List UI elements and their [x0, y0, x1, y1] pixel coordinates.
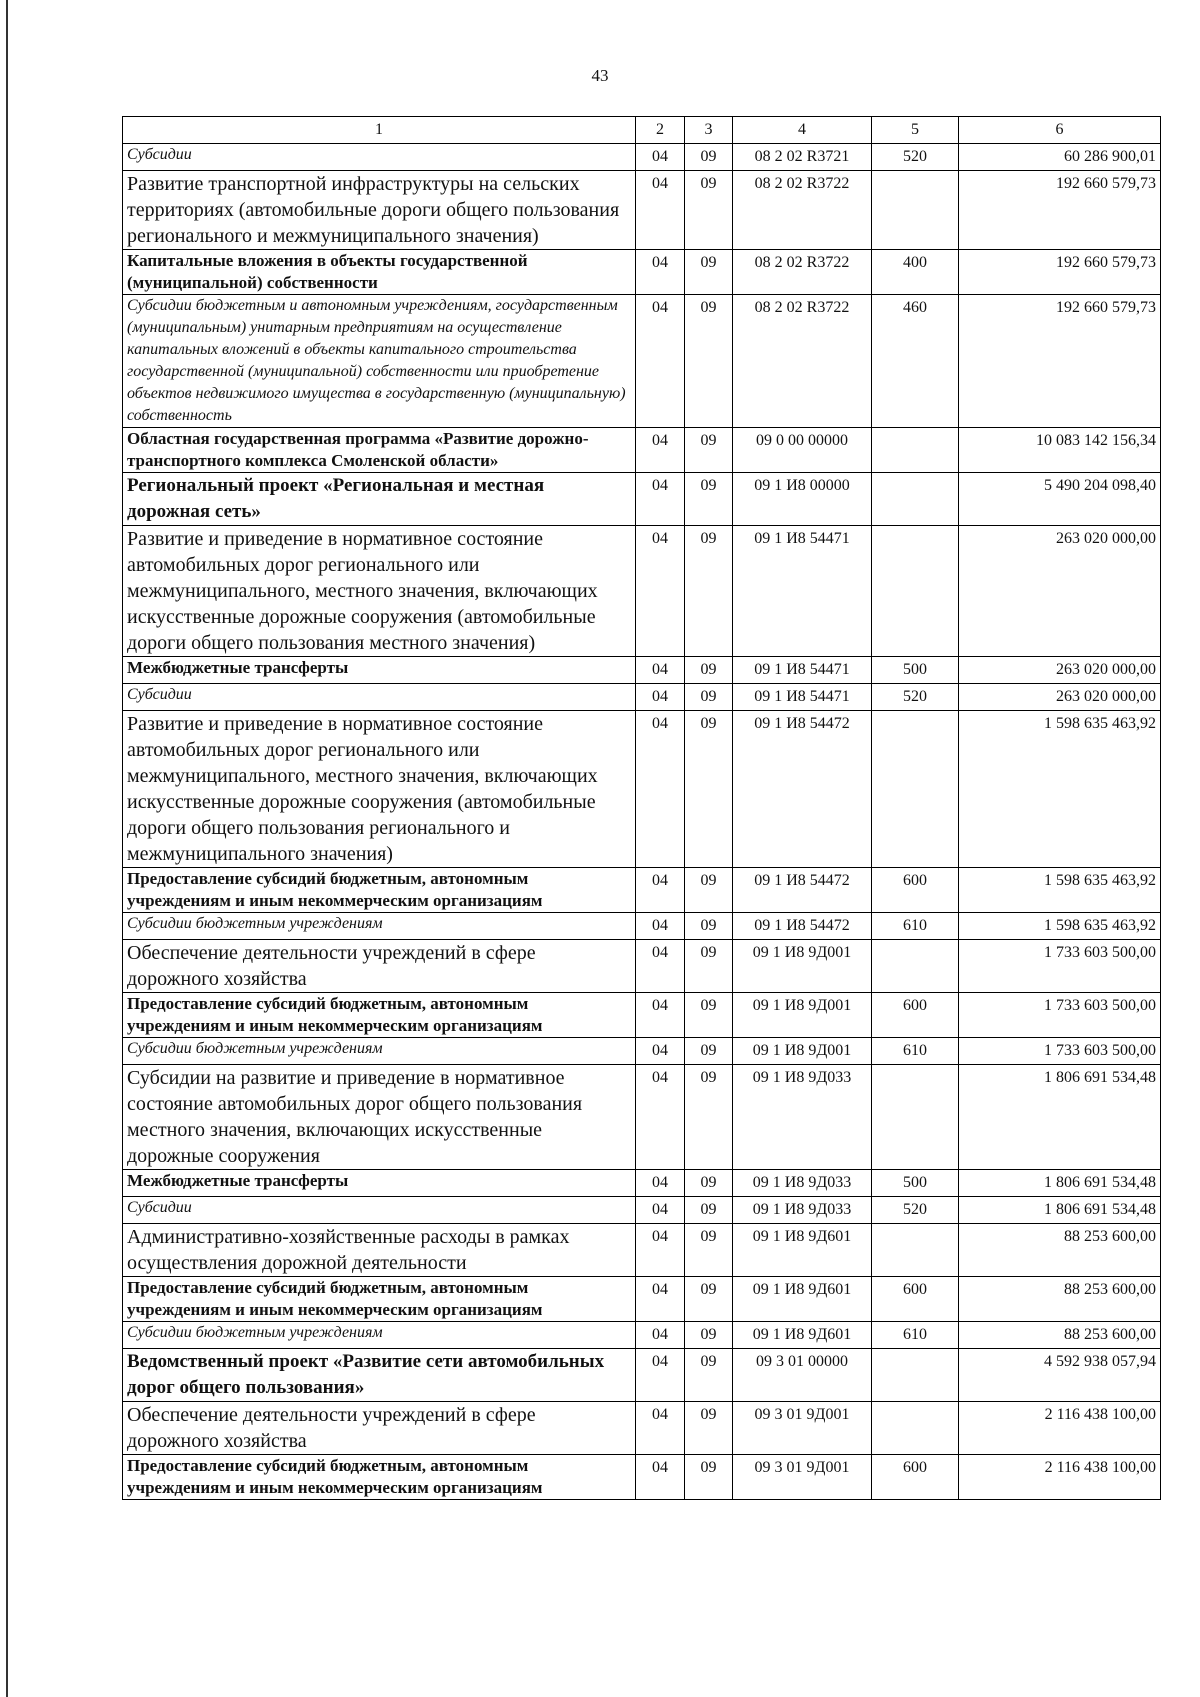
table-row [123, 171, 1161, 250]
row-amount-cell: 1 806 691 534,48 [959, 1065, 1161, 1170]
row-subsection-cell: 09 [685, 144, 733, 171]
table-row [123, 1224, 1161, 1277]
row-subsection-cell: 09 [685, 711, 733, 868]
row-name-cell: Межбюджетные трансферты [123, 657, 636, 684]
row-section-cell: 04 [636, 1277, 685, 1322]
table-row [123, 711, 1161, 868]
page-number: 43 [591, 66, 609, 85]
header-cell-4: 4 [733, 117, 872, 144]
row-expense-type-cell [872, 1349, 959, 1402]
row-target-code-cell: 09 1 И8 54472 [733, 913, 872, 940]
row-section-cell: 04 [636, 684, 685, 711]
row-subsection-cell: 09 [685, 868, 733, 913]
row-amount-cell: 1 598 635 463,92 [959, 711, 1161, 868]
row-expense-type-cell [872, 1402, 959, 1455]
row-section-cell: 04 [636, 171, 685, 250]
table-row [123, 1455, 1161, 1500]
row-expense-type-cell: 400 [872, 250, 959, 295]
row-expense-type-cell: 610 [872, 913, 959, 940]
row-subsection-cell: 09 [685, 250, 733, 295]
row-subsection-cell: 09 [685, 657, 733, 684]
row-amount-cell: 4 592 938 057,94 [959, 1349, 1161, 1402]
row-amount-cell: 1 806 691 534,48 [959, 1197, 1161, 1224]
row-section-cell: 04 [636, 940, 685, 993]
row-subsection-cell: 09 [685, 940, 733, 993]
row-name-cell: Предоставление субсидий бюджетным, автономным учреждениям и иным некоммерческим организациям [123, 993, 636, 1038]
row-expense-type-cell: 600 [872, 868, 959, 913]
row-target-code-cell: 08 2 02 R3722 [733, 250, 872, 295]
row-subsection-cell: 09 [685, 1038, 733, 1065]
row-section-cell: 04 [636, 711, 685, 868]
row-name-cell: Предоставление субсидий бюджетным, автономным учреждениям и иным некоммерческим организациям [123, 1455, 636, 1500]
row-name-cell: Предоставление субсидий бюджетным, автономным учреждениям и иным некоммерческим организациям [123, 868, 636, 913]
row-expense-type-cell: 600 [872, 993, 959, 1038]
row-section-cell: 04 [636, 428, 685, 473]
row-amount-cell: 1 733 603 500,00 [959, 1038, 1161, 1065]
table-row [123, 913, 1161, 940]
row-name-cell: Субсидии [123, 1197, 636, 1224]
row-name-cell: Развитие транспортной инфраструктуры на сельских территориях (автомобильные дороги общего пользования регионального и межмуниципального значения) [123, 171, 636, 250]
row-name-cell: Субсидии на развитие и приведение в нормативное состояние автомобильных дорог общего пользования местного значения, включающих искусственные дорожные сооружения [123, 1065, 636, 1170]
header-cell-5: 5 [872, 117, 959, 144]
table-row [123, 526, 1161, 657]
row-amount-cell: 263 020 000,00 [959, 526, 1161, 657]
row-subsection-cell: 09 [685, 684, 733, 711]
row-subsection-cell: 09 [685, 1402, 733, 1455]
row-expense-type-cell: 520 [872, 144, 959, 171]
table-row [123, 473, 1161, 526]
table-row [123, 1277, 1161, 1322]
row-target-code-cell: 09 1 И8 9Д601 [733, 1277, 872, 1322]
row-name-cell: Межбюджетные трансферты [123, 1170, 636, 1197]
row-expense-type-cell [872, 526, 959, 657]
table-row [123, 1322, 1161, 1349]
row-expense-type-cell: 610 [872, 1038, 959, 1065]
row-amount-cell: 1 806 691 534,48 [959, 1170, 1161, 1197]
table-row [123, 295, 1161, 428]
row-expense-type-cell: 600 [872, 1455, 959, 1500]
row-section-cell: 04 [636, 868, 685, 913]
row-section-cell: 04 [636, 526, 685, 657]
row-expense-type-cell: 610 [872, 1322, 959, 1349]
row-section-cell: 04 [636, 657, 685, 684]
row-target-code-cell: 08 2 02 R3722 [733, 295, 872, 428]
row-section-cell: 04 [636, 473, 685, 526]
row-target-code-cell: 09 1 И8 9Д001 [733, 1038, 872, 1065]
row-target-code-cell: 09 1 И8 9Д601 [733, 1224, 872, 1277]
table-row [123, 1170, 1161, 1197]
row-amount-cell: 5 490 204 098,40 [959, 473, 1161, 526]
row-name-cell: Субсидии [123, 144, 636, 171]
row-subsection-cell: 09 [685, 1224, 733, 1277]
row-target-code-cell: 09 1 И8 54471 [733, 657, 872, 684]
table-row [123, 1065, 1161, 1170]
row-amount-cell: 1 598 635 463,92 [959, 868, 1161, 913]
row-expense-type-cell [872, 428, 959, 473]
table-row [123, 1349, 1161, 1402]
row-subsection-cell: 09 [685, 428, 733, 473]
row-amount-cell: 1 733 603 500,00 [959, 940, 1161, 993]
row-target-code-cell: 09 1 И8 54471 [733, 526, 872, 657]
row-subsection-cell: 09 [685, 1170, 733, 1197]
row-name-cell: Субсидии бюджетным учреждениям [123, 1038, 636, 1065]
row-expense-type-cell: 520 [872, 1197, 959, 1224]
row-amount-cell: 192 660 579,73 [959, 171, 1161, 250]
row-name-cell: Развитие и приведение в нормативное состояние автомобильных дорог регионального или межмуниципального, местного значения, включающих искусственные дорожные сооружения (автомобильные дороги общего пользования регионального и межмуниципального значения) [123, 711, 636, 868]
table-row [123, 1038, 1161, 1065]
row-amount-cell: 60 286 900,01 [959, 144, 1161, 171]
row-section-cell: 04 [636, 1402, 685, 1455]
row-target-code-cell: 09 1 И8 9Д001 [733, 940, 872, 993]
row-section-cell: 04 [636, 250, 685, 295]
row-target-code-cell: 09 0 00 00000 [733, 428, 872, 473]
row-section-cell: 04 [636, 993, 685, 1038]
row-section-cell: 04 [636, 295, 685, 428]
header-cell-2: 2 [636, 117, 685, 144]
row-target-code-cell: 09 1 И8 54472 [733, 868, 872, 913]
table-row [123, 1402, 1161, 1455]
row-subsection-cell: 09 [685, 1322, 733, 1349]
row-target-code-cell: 08 2 02 R3722 [733, 171, 872, 250]
row-subsection-cell: 09 [685, 526, 733, 657]
row-amount-cell: 10 083 142 156,34 [959, 428, 1161, 473]
row-subsection-cell: 09 [685, 913, 733, 940]
row-amount-cell: 88 253 600,00 [959, 1277, 1161, 1322]
row-name-cell: Развитие и приведение в нормативное состояние автомобильных дорог регионального или межмуниципального, местного значения, включающих искусственные дорожные сооружения (автомобильные дороги общего пользования местного значения) [123, 526, 636, 657]
row-amount-cell: 88 253 600,00 [959, 1224, 1161, 1277]
row-name-cell: Субсидии бюджетным учреждениям [123, 913, 636, 940]
row-amount-cell: 263 020 000,00 [959, 684, 1161, 711]
row-target-code-cell: 09 3 01 9Д001 [733, 1455, 872, 1500]
row-amount-cell: 1 733 603 500,00 [959, 993, 1161, 1038]
row-section-cell: 04 [636, 1197, 685, 1224]
row-name-cell: Предоставление субсидий бюджетным, автономным учреждениям и иным некоммерческим организациям [123, 1277, 636, 1322]
row-target-code-cell: 09 1 И8 54472 [733, 711, 872, 868]
scan-edge-line [6, 0, 8, 1697]
row-name-cell: Субсидии бюджетным и автономным учреждениям, государственным (муниципальным) унитарным предприятиям на осуществление капитальных вложений в объекты капитального строительства государственной (муниципальной) собственности или приобретение объектов недвижимого имущества в государственную (муниципальную) собственность [123, 295, 636, 428]
row-amount-cell: 2 116 438 100,00 [959, 1455, 1161, 1500]
row-expense-type-cell [872, 711, 959, 868]
row-expense-type-cell [872, 940, 959, 993]
table-row [123, 144, 1161, 171]
table-row [123, 250, 1161, 295]
row-target-code-cell: 09 3 01 9Д001 [733, 1402, 872, 1455]
row-subsection-cell: 09 [685, 1065, 733, 1170]
row-expense-type-cell: 520 [872, 684, 959, 711]
row-section-cell: 04 [636, 1065, 685, 1170]
row-target-code-cell: 09 1 И8 9Д033 [733, 1170, 872, 1197]
row-subsection-cell: 09 [685, 1455, 733, 1500]
row-target-code-cell: 09 1 И8 54471 [733, 684, 872, 711]
row-amount-cell: 263 020 000,00 [959, 657, 1161, 684]
row-expense-type-cell [872, 171, 959, 250]
table-header-row [123, 117, 1161, 144]
row-subsection-cell: 09 [685, 171, 733, 250]
row-section-cell: 04 [636, 1322, 685, 1349]
row-expense-type-cell [872, 1224, 959, 1277]
row-expense-type-cell [872, 473, 959, 526]
header-cell-3: 3 [685, 117, 733, 144]
row-name-cell: Субсидии [123, 684, 636, 711]
row-target-code-cell: 09 1 И8 9Д033 [733, 1065, 872, 1170]
row-target-code-cell: 09 1 И8 9Д033 [733, 1197, 872, 1224]
row-name-cell: Областная государственная программа «Развитие дорожно-транспортного комплекса Смоленской области» [123, 428, 636, 473]
row-section-cell: 04 [636, 1170, 685, 1197]
row-subsection-cell: 09 [685, 993, 733, 1038]
row-name-cell: Субсидии бюджетным учреждениям [123, 1322, 636, 1349]
row-subsection-cell: 09 [685, 473, 733, 526]
row-section-cell: 04 [636, 1349, 685, 1402]
table-row [123, 657, 1161, 684]
row-section-cell: 04 [636, 144, 685, 171]
row-amount-cell: 192 660 579,73 [959, 295, 1161, 428]
table-row [123, 868, 1161, 913]
row-subsection-cell: 09 [685, 1349, 733, 1402]
row-expense-type-cell [872, 1065, 959, 1170]
row-section-cell: 04 [636, 1455, 685, 1500]
table-row [123, 1197, 1161, 1224]
row-section-cell: 04 [636, 913, 685, 940]
row-expense-type-cell: 500 [872, 1170, 959, 1197]
table-row [123, 428, 1161, 473]
header-cell-6: 6 [959, 117, 1161, 144]
table-row [123, 940, 1161, 993]
row-target-code-cell: 09 3 01 00000 [733, 1349, 872, 1402]
row-subsection-cell: 09 [685, 295, 733, 428]
table-row [123, 993, 1161, 1038]
budget-table-body [123, 117, 1161, 1500]
row-target-code-cell: 08 2 02 R3721 [733, 144, 872, 171]
row-subsection-cell: 09 [685, 1277, 733, 1322]
row-section-cell: 04 [636, 1038, 685, 1065]
row-subsection-cell: 09 [685, 1197, 733, 1224]
row-name-cell: Обеспечение деятельности учреждений в сфере дорожного хозяйства [123, 1402, 636, 1455]
row-name-cell: Капитальные вложения в объекты государственной (муниципальной) собственности [123, 250, 636, 295]
row-expense-type-cell: 460 [872, 295, 959, 428]
row-amount-cell: 1 598 635 463,92 [959, 913, 1161, 940]
row-name-cell: Административно-хозяйственные расходы в рамках осуществления дорожной деятельности [123, 1224, 636, 1277]
row-name-cell: Региональный проект «Региональная и местная дорожная сеть» [123, 473, 636, 526]
row-expense-type-cell: 600 [872, 1277, 959, 1322]
row-amount-cell: 2 116 438 100,00 [959, 1402, 1161, 1455]
row-expense-type-cell: 500 [872, 657, 959, 684]
budget-table [122, 116, 1161, 1500]
row-target-code-cell: 09 1 И8 9Д601 [733, 1322, 872, 1349]
row-amount-cell: 88 253 600,00 [959, 1322, 1161, 1349]
row-amount-cell: 192 660 579,73 [959, 250, 1161, 295]
row-name-cell: Обеспечение деятельности учреждений в сфере дорожного хозяйства [123, 940, 636, 993]
header-cell-1: 1 [123, 117, 636, 144]
row-target-code-cell: 09 1 И8 00000 [733, 473, 872, 526]
row-section-cell: 04 [636, 1224, 685, 1277]
table-row [123, 684, 1161, 711]
row-target-code-cell: 09 1 И8 9Д001 [733, 993, 872, 1038]
row-name-cell: Ведомственный проект «Развитие сети автомобильных дорог общего пользования» [123, 1349, 636, 1402]
